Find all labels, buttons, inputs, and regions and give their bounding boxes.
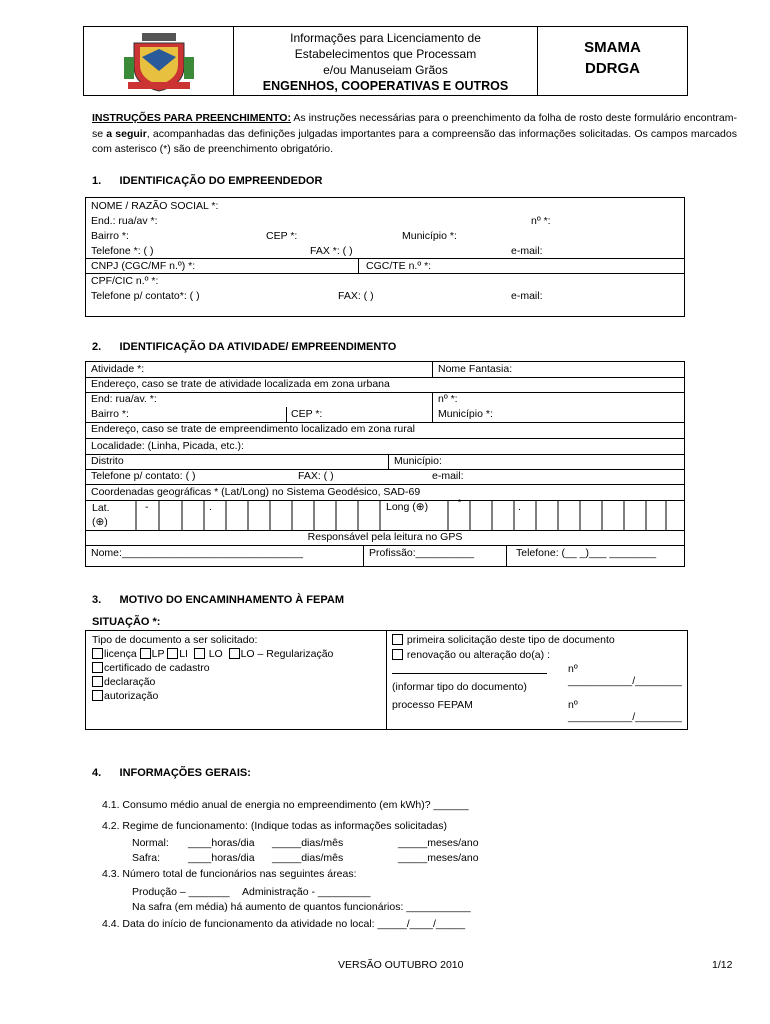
long-degree: ˚ (458, 499, 462, 511)
checkbox-renovacao[interactable] (392, 649, 403, 660)
lat-dash: - (145, 501, 149, 513)
label-email: e-mail: (511, 245, 543, 257)
cert-row (92, 661, 333, 675)
row-end-urbana (86, 377, 684, 392)
label-email3: e-mail: (432, 470, 464, 482)
title-line-2: Estabelecimentos que Processam (294, 47, 477, 61)
form-header (83, 26, 688, 96)
row-distrito[interactable] (86, 454, 684, 469)
title-line-1: Informações para Licenciamento de (290, 31, 481, 45)
label-processo: processo FEPAM (392, 699, 473, 711)
label-lo: LO (208, 648, 223, 660)
section-3-title: 3. MOTIVO DO ENCAMINHAMENTO À FEPAM (92, 594, 344, 606)
code-smama: SMAMA (584, 39, 641, 56)
row-endereco[interactable] (86, 214, 684, 229)
doc-number-1[interactable]: nº ___________/________ (568, 663, 682, 687)
form-title (234, 27, 538, 95)
label-bairro2: Bairro *: (91, 408, 129, 420)
producao-field[interactable]: Produção – _______ (132, 886, 230, 898)
checkbox-li[interactable] (167, 648, 178, 659)
lat-symbol: (⊕) (92, 516, 108, 528)
label-nome-resp: Nome:_______________________________ (91, 547, 303, 559)
label-telefone-resp: Telefone: (__ _)___ ________ (516, 547, 657, 559)
municipal-coat-of-arms (84, 27, 234, 95)
safra-dias[interactable]: _____dias/mês (272, 852, 344, 864)
row-bairro2[interactable] (86, 407, 684, 422)
section-1-title: 1. IDENTIFICAÇÃO DO EMPREENDEDOR (92, 175, 323, 187)
label-municipio2: Município *: (438, 408, 493, 420)
label-renovacao: renovação ou alteração do(a) : (406, 649, 550, 661)
label-end2: End: rua/av. *: (91, 393, 157, 405)
label-declaracao: declaração (104, 676, 156, 688)
normal-dias[interactable]: _____dias/mês (272, 837, 344, 849)
label-municipio: Município *: (402, 230, 457, 242)
row-coord (86, 485, 684, 500)
row-end-rural (86, 422, 684, 437)
label-primeira: primeira solicitação deste tipo de documento (406, 634, 615, 646)
label-end: End.: rua/av *: (91, 215, 158, 227)
label-num: nº *: (531, 215, 551, 227)
label-cgc: CGC/TE n.º *: (366, 260, 432, 272)
department-code (538, 27, 687, 95)
doc-number-2[interactable]: nº ___________/________ (568, 699, 682, 723)
label-resp: Responsável pela leitura no GPS (307, 531, 463, 543)
long-label: Long (⊕) (386, 501, 429, 513)
admin-field[interactable]: Administração - _________ (242, 886, 371, 898)
label-tel2: Telefone p/ contato: ( ) (91, 470, 196, 482)
row-localidade[interactable] (86, 439, 684, 454)
label-end-rural: Endereço, caso se trate de empreendimento localizado em zona rural (91, 423, 415, 435)
section-4-title: 4. INFORMAÇÕES GERAIS: (92, 767, 251, 779)
label-cep2: CEP *: (291, 408, 323, 420)
decl-row (92, 675, 333, 689)
lat-dot: . (209, 501, 212, 513)
label-informar: (informar tipo do documento) (392, 681, 527, 693)
safra-meses[interactable]: _____meses/ano (398, 852, 479, 864)
item-4-3: 4.3. Número total de funcionários nas seguintes áreas: (102, 868, 357, 880)
entrepreneur-box (85, 197, 685, 317)
label-certificado: certificado de cadastro (104, 662, 210, 674)
label-cnpj: CNPJ (CGC/MF n.º) *: (91, 260, 196, 272)
normal-horas[interactable]: ____horas/dia (188, 837, 255, 849)
safra-aumento-field[interactable]: Na safra (em média) há aumento de quantos funcionários: ___________ (132, 901, 471, 913)
label-fax3: FAX: ( ) (298, 470, 334, 482)
situacao-label: SITUAÇÃO *: (92, 616, 161, 628)
label-email2: e-mail: (511, 290, 543, 302)
instructions-text-2: , acompanhadas das definições julgadas importantes para a compreensão das informações solicitadas. Os campos marcados com asterisco (*) são de preenchimento obrigatório. (92, 127, 737, 155)
label-safra: Safra: (132, 852, 161, 864)
label-telefone: Telefone *: ( ) (91, 245, 154, 257)
checkbox-certificado[interactable] (92, 662, 103, 673)
checkbox-autorizacao[interactable] (92, 690, 103, 701)
renov-row (392, 648, 615, 663)
label-fantasia: Nome Fantasia: (438, 363, 513, 375)
row-nome-resp[interactable] (86, 546, 684, 561)
checkbox-declaracao[interactable] (92, 676, 103, 687)
instructions-text-1: As instruções necessárias para o preenchimento da folha de rosto deste formulário encontram-se (92, 112, 737, 140)
label-end-urbana: Endereço, caso se trate de atividade localizada em zona urbana (91, 378, 390, 390)
label-coord: Coordenadas geográficas * (Lat/Long) no Sistema Geodésico, SAD-69 (91, 486, 421, 498)
row-bairro[interactable] (86, 229, 684, 244)
code-ddrga: DDRGA (585, 60, 640, 77)
checkbox-licenca[interactable] (92, 648, 103, 659)
label-municipio3: Município: (394, 455, 442, 467)
row-telefone[interactable] (86, 244, 684, 259)
activity-box (85, 361, 685, 567)
label-autorizacao: autorização (104, 690, 159, 702)
row-nome[interactable] (86, 199, 684, 214)
coordinate-grid (86, 500, 686, 530)
instructions-bold: a seguir (106, 127, 147, 140)
instructions-label: INSTRUÇÕES PARA PREENCHIMENTO: (92, 112, 291, 124)
row-tel2[interactable] (86, 469, 684, 484)
request-type-group (392, 633, 615, 663)
doc-type-label: Tipo de documento a ser solicitado: (92, 634, 258, 646)
primeira-row (392, 633, 615, 648)
label-nome: NOME / RAZÃO SOCIAL *: (91, 200, 219, 212)
item-4-4[interactable]: 4.4. Data do início de funcionamento da atividade no local: _____/____/_____ (102, 918, 466, 930)
row-resp (86, 530, 684, 545)
aut-row (92, 689, 333, 703)
label-lo-reg: LO – Regularização (240, 648, 334, 660)
form-subtitle: ENGENHOS, COOPERATIVAS E OUTROS (262, 79, 509, 93)
page-number: 1/12 (712, 959, 733, 971)
label-lp: LP (151, 648, 165, 660)
label-atividade: Atividade *: (91, 363, 145, 375)
item-4-2: 4.2. Regime de funcionamento: (Indique todas as informações solicitadas) (102, 820, 447, 832)
checkbox-lp[interactable] (140, 648, 151, 659)
row-cnpj[interactable] (86, 259, 684, 274)
doc-type-group (92, 633, 333, 703)
motive-box (85, 630, 688, 730)
label-licenca: licença (104, 648, 137, 660)
doc-type-input-line[interactable] (392, 673, 547, 674)
checkbox-primeira[interactable] (392, 634, 403, 645)
license-row (92, 647, 333, 661)
label-distrito: Distrito (91, 455, 124, 467)
label-profissao: Profissão:__________ (369, 547, 475, 559)
label-localidade: Localidade: (Linha, Picada, etc.): (91, 440, 244, 452)
label-cpf: CPF/CIC n.º *: (91, 275, 159, 287)
label-fax: FAX *: ( ) (310, 245, 353, 257)
footer-version: VERSÃO OUTUBRO 2010 (338, 959, 464, 971)
checkbox-lo-reg[interactable] (229, 648, 240, 659)
row-cpf[interactable] (86, 274, 684, 289)
label-bairro: Bairro *: (91, 230, 129, 242)
row-tel-contato[interactable] (86, 289, 684, 304)
normal-meses[interactable]: _____meses/ano (398, 837, 479, 849)
item-4-1[interactable]: 4.1. Consumo médio anual de energia no empreendimento (em kWh)? ______ (102, 799, 469, 811)
long-dot: . (518, 501, 521, 513)
instructions (92, 111, 737, 158)
label-num2: nº *: (438, 393, 458, 405)
title-line-3: e/ou Manuseiam Grãos (323, 63, 448, 77)
row-end-rua[interactable] (86, 392, 684, 407)
label-cep: CEP *: (266, 230, 298, 242)
section-2-title: 2. IDENTIFICAÇÃO DA ATIVIDADE/ EMPREENDIMENTO (92, 341, 397, 353)
label-fax2: FAX: ( ) (338, 290, 374, 302)
row-atividade[interactable] (86, 362, 684, 377)
label-normal: Normal: (132, 837, 169, 849)
label-tel-contato: Telefone p/ contato*: ( ) (91, 290, 200, 302)
safra-horas[interactable]: ____horas/dia (188, 852, 255, 864)
label-li: LI (179, 648, 188, 660)
lat-text: Lat. (92, 502, 110, 514)
checkbox-lo[interactable] (194, 648, 205, 659)
